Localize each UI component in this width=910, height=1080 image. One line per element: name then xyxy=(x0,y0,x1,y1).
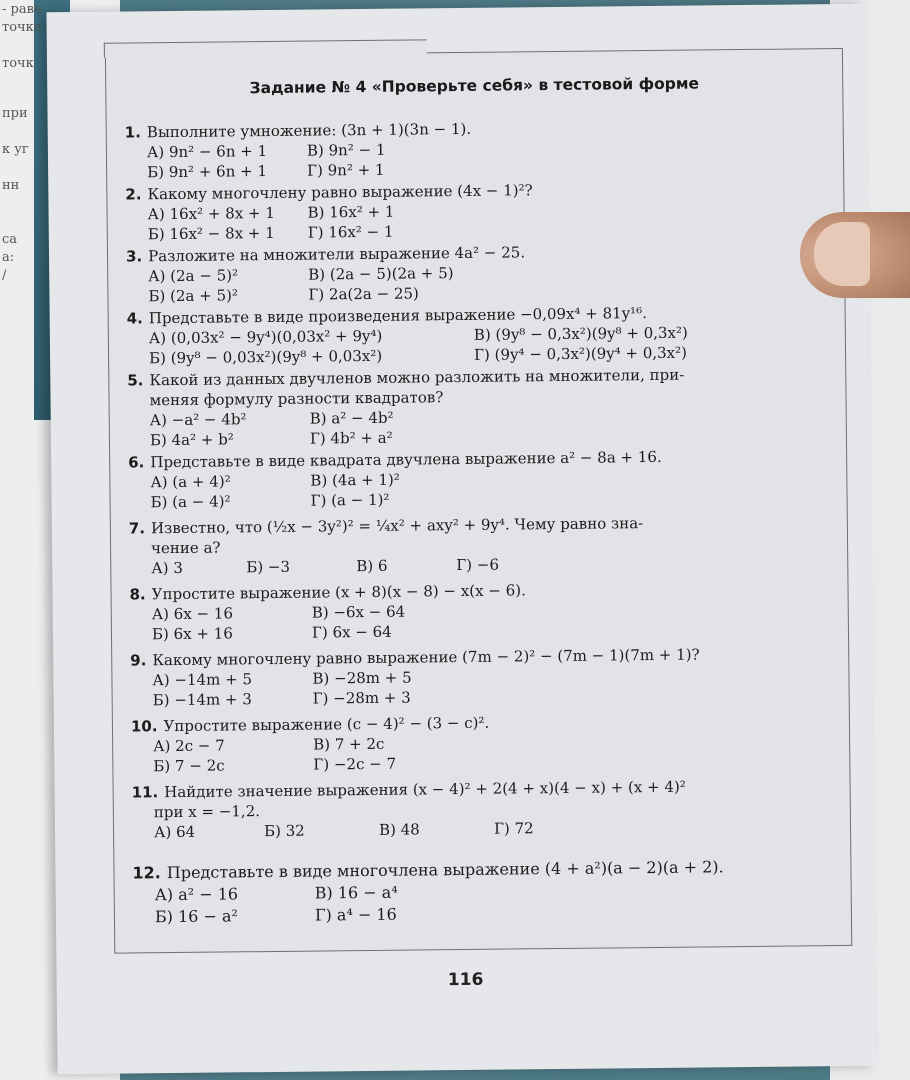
task-10: 10. Упростите выражение (c − 4)² − (3 − c)². А) 2c − 7 В) 7 + 2c Б) 7 − 2c Г) −2c − 7 xyxy=(131,709,836,776)
option: Г) 9n² + 1 xyxy=(307,160,385,180)
option: А) 64 xyxy=(153,822,196,842)
option: Б) (a − 4)² xyxy=(150,492,231,512)
option: А) 9n² − 6n + 1 xyxy=(146,142,268,162)
option: В) a² − 4b² xyxy=(309,408,394,428)
option: Б) 7 − 2c xyxy=(153,756,225,776)
option: В) 16 − a⁴ xyxy=(314,882,398,903)
option: В) (2a − 5)(2a + 5) xyxy=(308,264,454,284)
option: Г) 4b² + a² xyxy=(309,428,393,448)
option: В) 6 xyxy=(356,556,388,576)
option: В) 7 + 2c xyxy=(313,734,385,754)
option: В) 9n² − 1 xyxy=(306,140,386,160)
book-page xyxy=(46,4,875,1075)
option: Б) 6x + 16 xyxy=(151,624,233,644)
task-5: 5. Какой из данных двучленов можно разложить на множители, при- меняя формулу разности квадратов? А) −a² − 4b² В) a² − 4b² Б) 4a² + b² Г) 4b² + a² xyxy=(127,365,685,450)
option: А) −a² − 4b² xyxy=(149,410,247,430)
option: В) 16x² + 1 xyxy=(307,202,395,222)
option: Б) 32 xyxy=(263,821,305,841)
task-3: 3. Разложите на множители выражение 4a² − 25. А) (2a − 5)² В) (2a − 5)(2a + 5) Б) (2a + 5)² Г) 2a(2a − 25) xyxy=(125,243,526,306)
option: Б) −14m + 3 xyxy=(152,690,252,710)
option: А) (2a − 5)² xyxy=(148,266,239,286)
task-4: 4. Представьте в виде произведения выражение −0,09x⁴ + 81y¹⁶. А) (0,03x² − 9y⁴)(0,03x² + 9y⁴) В) (9y⁸ − 0,3x²)(9y⁸ + 0,3x²) Б) (9y⁸ − 0,03x²)(9y⁸ + 0,03x²) Г) (9y⁴ − 0,3x²)(9y⁴ + 0,3x²) xyxy=(127,301,832,368)
option: Г) (a − 1)² xyxy=(310,490,390,510)
fingernail xyxy=(814,222,870,286)
option: Г) 72 xyxy=(493,819,534,838)
option: Б) 4a² + b² xyxy=(149,430,234,450)
option: В) −6x − 64 xyxy=(311,602,406,622)
option: А) (0,03x² − 9y⁴)(0,03x² + 9y⁴) xyxy=(148,326,383,348)
task-8: 8. Упростите выражение (x + 8)(x − 8) − x(x − 6). А) 6x − 16 В) −6x − 64 Б) 6x + 16 Г) 6x − 64 xyxy=(129,581,526,644)
task-2: 2. Какому многочлену равно выражение (4x − 1)²? А) 16x² + 8x + 1 В) 16x² + 1 Б) 16x² − 8x + 1 Г) 16x² − 1 xyxy=(125,181,533,244)
option: Б) 16x² − 8x + 1 xyxy=(147,223,275,244)
option: В) (9y⁸ − 0,3x²)(9y⁸ + 0,3x²) xyxy=(473,323,688,344)
test-frame xyxy=(105,48,852,954)
option: А) −14m + 5 xyxy=(152,670,253,690)
option: В) −28m + 5 xyxy=(312,668,412,688)
option: Г) −2c − 7 xyxy=(313,754,397,774)
option: Б) 9n² + 6n + 1 xyxy=(147,162,268,182)
task-6: 6. Представьте в виде квадрата двучлена выражение a² − 8a + 16. А) (a + 4)² В) (4a + 1)² Б) (a − 4)² Г) (a − 1)² xyxy=(128,447,662,512)
option: Б) −3 xyxy=(246,557,291,577)
option: А) 2c − 7 xyxy=(153,736,225,756)
option: Г) 6x − 64 xyxy=(311,622,392,642)
option: А) 6x − 16 xyxy=(151,604,234,624)
page-title: Задание № 4 «Проверьте себя» в тестовой форме xyxy=(249,74,700,98)
option: В) (4a + 1)² xyxy=(310,470,400,490)
task-1: 1. Выполните умножение: (3n + 1)(3n − 1). А) 9n² − 6n + 1 В) 9n² − 1 Б) 9n² + 6n + 1 Г) 9n² + 1 xyxy=(125,115,830,182)
option: Б) (9y⁸ − 0,03x²)(9y⁸ + 0,03x²) xyxy=(148,346,383,368)
task-12: 12. Представьте в виде многочлена выражение (4 + a²)(a − 2)(a + 2). А) a² − 16 В) 16 − a⁴ Б) 16 − a² Г) a⁴ − 16 xyxy=(132,857,724,927)
option: Б) 16 − a² xyxy=(154,906,239,927)
option: В) 48 xyxy=(378,820,420,839)
option: Г) a⁴ − 16 xyxy=(314,904,397,925)
option: Г) 16x² − 1 xyxy=(307,222,394,242)
option: Г) (9y⁴ − 0,3x²)(9y⁴ + 0,3x²) xyxy=(473,343,688,364)
option: Б) (2a + 5)² xyxy=(148,286,239,306)
task-9: 9. Какому многочлену равно выражение (7m − 2)² − (7m − 1)(7m + 1)? А) −14m + 5 В) −28m + 5 Б) −14m + 3 Г) −28m + 3 xyxy=(130,645,700,710)
page-number: 116 xyxy=(447,969,484,991)
option: Г) 2a(2a − 25) xyxy=(308,284,419,304)
option: Г) −28m + 3 xyxy=(312,688,411,708)
option: А) 16x² + 8x + 1 xyxy=(147,203,275,224)
task-7: 7. Известно, что (½x − 3y²)² = ¼x² + axy² + 9y⁴. Чему равно зна- чение a? А) 3 Б) −3 В) 6 Г) −6 xyxy=(128,514,644,578)
option: Г) −6 xyxy=(456,555,500,575)
underlying-page-text: - равн точке точк при к уг нн са а: / xyxy=(2,2,43,283)
option: А) (a + 4)² xyxy=(150,472,231,492)
option: А) 3 xyxy=(151,558,183,578)
option: А) a² − 16 xyxy=(154,884,239,905)
frame-tab xyxy=(104,39,427,57)
task-11: 11. Найдите значение выражения (x − 4)² + 2(4 + x)(4 − x) + (x + 4)² при x = −1,2. А) 64 Б) 32 В) 48 Г) 72 xyxy=(131,777,686,842)
